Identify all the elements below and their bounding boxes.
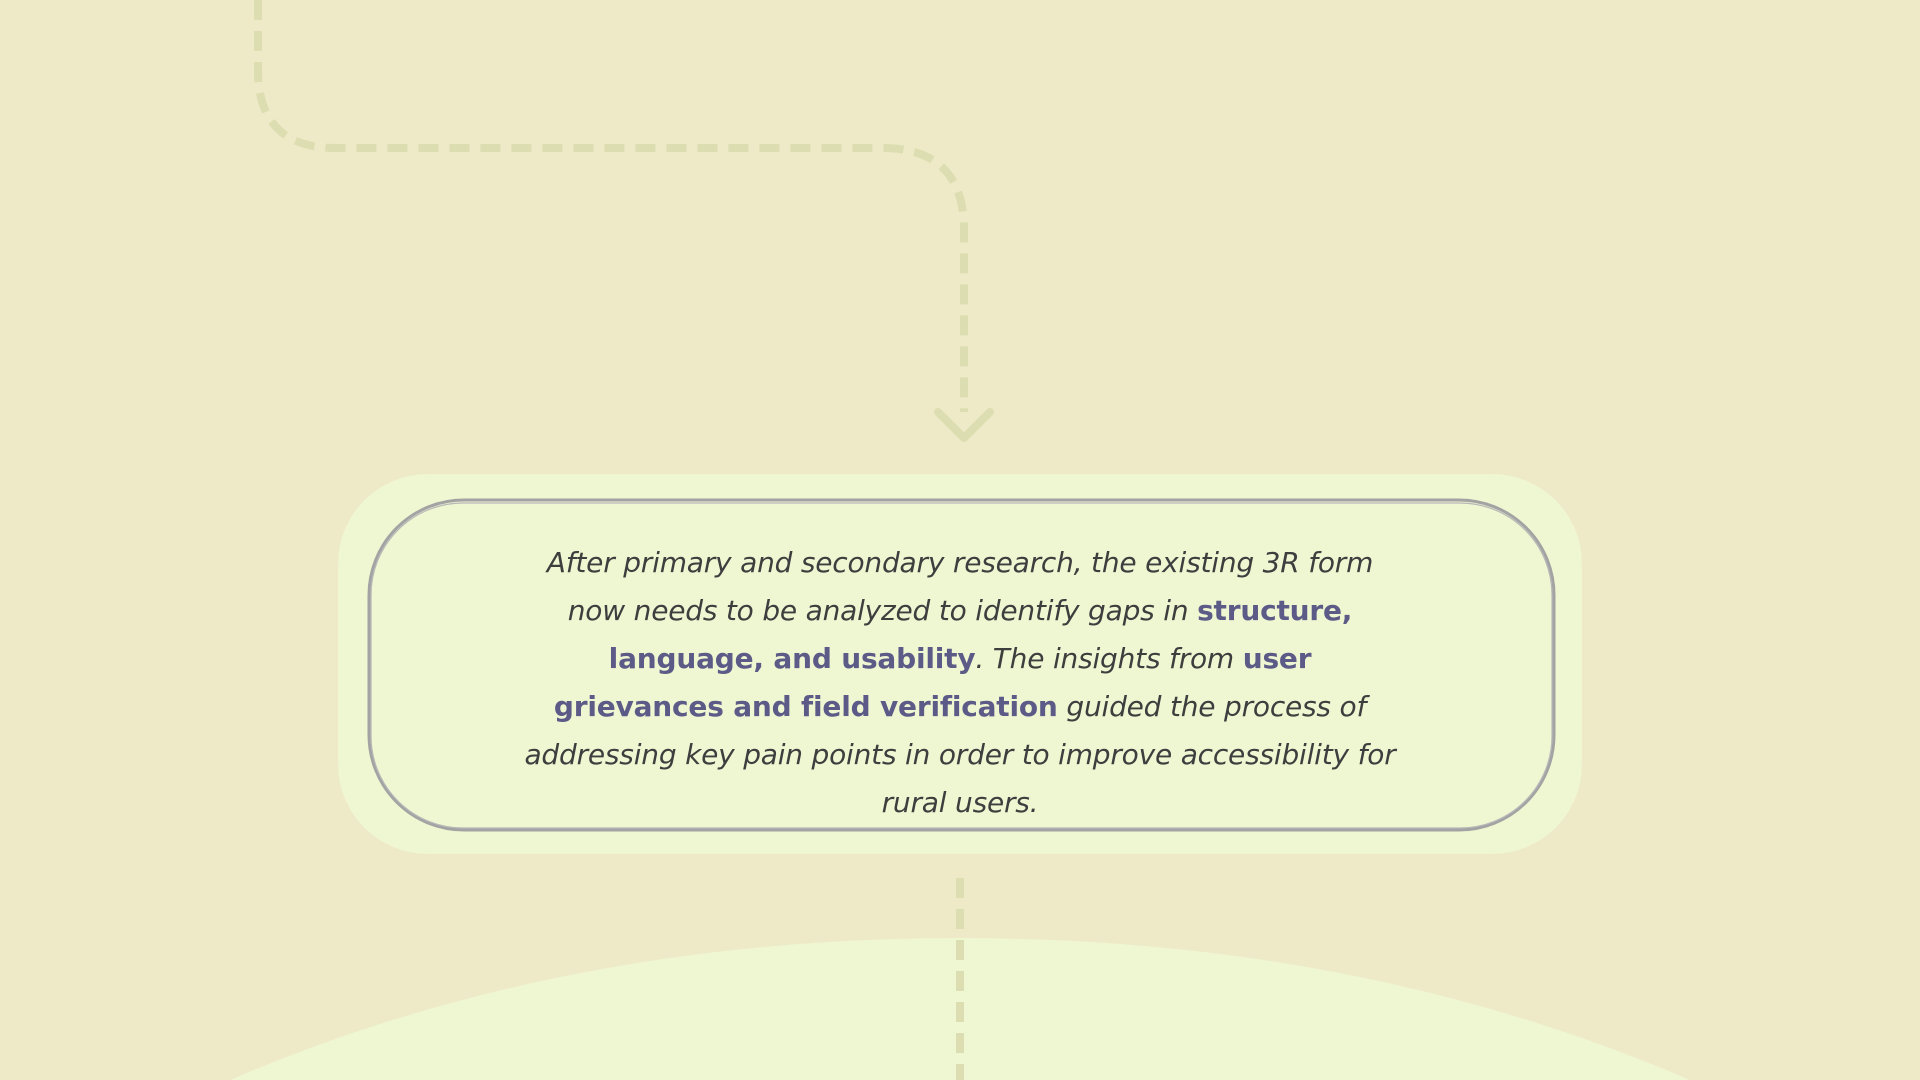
dashed-connector-top [258,0,964,412]
arrow-down-icon [938,412,990,438]
highlight-structure-language-usability: structure, language, and usability [608,594,1353,675]
summary-text-part-3: guided the process of addressing key pain points in order to improve accessibility for rural users. [524,690,1396,819]
highlight-user-grievances: user grievances and field verification [553,642,1312,723]
summary-text-part-1: After primary and secondary research, the existing 3R form now needs to be analyzed to identify gaps in [546,546,1374,627]
summary-text [520,539,1400,827]
summary-text-part-2: . The insights from [975,642,1243,675]
